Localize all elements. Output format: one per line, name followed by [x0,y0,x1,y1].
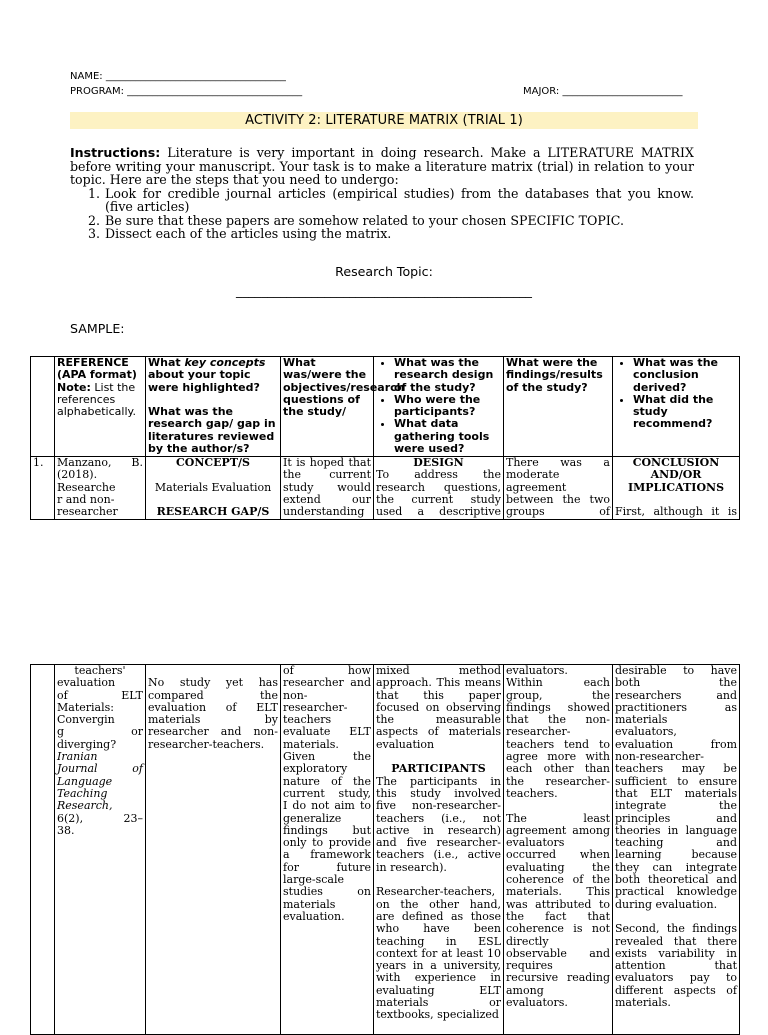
objectives-line: materials [283,897,336,911]
conclusion-line: during evaluation. [615,897,718,911]
conclusion-line: revealed that there [615,934,737,948]
objectives-line: a framework [283,848,371,862]
research-topic [70,264,698,299]
objectives-line: the current [283,468,371,482]
instructions-block [70,146,694,241]
findings-line: among [506,983,544,997]
findings-line: evaluators [506,836,565,850]
gap-line: No study yet has [148,676,278,690]
header-concepts-question [148,357,278,394]
conclusion-line: materials. [615,996,671,1010]
instructions-paragraph [70,146,694,187]
header-conclusion-item: • What was the conclusion derived? [633,357,737,394]
row-number [31,665,55,1035]
header-conclusion-item: • What did the study recommend? [633,394,737,431]
major-field-label: MAJOR: ________________________ [523,86,683,97]
program-field-label: PROGRAM: ___________________________________ [70,86,303,97]
design-line: used a descriptive [376,505,501,519]
conclusion-line: practical knowledge [615,885,737,899]
findings-line: agree more with [506,750,610,764]
findings-line: moderate [506,468,560,482]
conclusion-line: attention that [615,959,737,973]
objectives-line: study would [283,480,371,494]
participants-line: Researcher-teachers, [376,885,496,899]
journal-line: Research, [57,799,113,813]
objectives-line: I do not aim to [283,799,371,813]
conclusion-line: non-researcher- [615,750,704,764]
findings-line: the researcher- [506,774,610,788]
header-reference-note [57,382,143,419]
findings-line: that the non- [506,713,610,727]
step-item: 3. Dissect each of the articles using the matrix. [104,227,694,241]
findings-line: researcher- [506,725,571,739]
findings-line: teachers. [506,786,558,800]
objectives-line: nature of the [283,774,371,788]
conclusion-cell [613,665,740,1035]
literature-matrix-continuation [30,664,740,1035]
concept-value: Materials Evaluation [154,480,272,494]
design-line: research questions, [376,480,501,494]
design-line: To address the [376,468,501,482]
reference-cell [55,665,146,1035]
step-item: 1. Look for credible journal articles (empirical studies) from the databases that you know. (five articles) [104,187,694,214]
reference-line: Convergin [57,713,115,727]
reference-line: teachers' [74,664,126,677]
conclusion-line: integrate the [615,799,737,813]
design-cell [374,665,504,1035]
gap-line: compared the [148,688,278,702]
literature-matrix-table [30,356,740,520]
journal-line: Teaching [57,786,108,800]
participants-line: evaluating ELT [376,983,501,997]
participants-lines [376,776,501,874]
findings-line: evaluators. [506,996,568,1010]
participants-line: who have been [376,922,501,936]
reference-line: g or [57,725,143,739]
header-design-item: • What data gathering tools were used? [394,418,501,455]
conclusion-line: evaluators pay to [615,971,737,985]
conclusion-line: Second, the findings [615,922,737,936]
findings-line: directly [506,934,549,948]
objectives-cell [281,665,374,1035]
activity-title: ACTIVITY 2: LITERATURE MATRIX (TRIAL 1) [245,113,523,128]
objectives-line: extend our [283,492,371,506]
findings-line: each other than [506,762,610,776]
header-reference-title: REFERENCE (APA format) [57,356,137,382]
step-item: 2. Be sure that these papers are somehow related to your chosen SPECIFIC TOPIC. [104,214,694,228]
conclusion-line: theories in language [615,823,737,837]
findings-line: evaluating the [506,860,610,874]
conclusion-line: that ELT materials [615,786,737,800]
findings-line: evaluators. [506,664,568,677]
conclusion-cell [613,457,740,520]
findings-line: Within each [506,676,610,690]
findings-cell [504,665,613,1035]
objectives-line: It is hoped that [283,456,371,469]
findings-line: recursive reading [506,971,610,985]
note-text: List the references alphabetically. [57,380,136,419]
reference-line: of ELT [57,688,143,702]
header-number-cell [31,357,55,457]
objectives-line: exploratory [283,762,348,776]
journal-line: Journal of [57,762,143,776]
concept-cell [146,457,281,520]
objectives-line: evaluate ELT [283,725,371,739]
note-label: Note: [57,380,91,394]
reference-line: Manzano, B. [57,456,143,469]
header-objectives: What was/were the objectives/research questions of the study/ [281,357,374,457]
participants-line: The participants in [376,774,501,788]
citation-line: 6(2), 23– [57,811,143,825]
findings-line: requires [506,959,553,973]
conclusion-line: different aspects of [615,983,737,997]
instructions-text: Literature is very important in doing research. Make a LITERATURE MATRIX before writing your manuscript. Your task is to make a literature matrix (trial) in relation to your topic. Here are the steps that you need to undergo: [70,145,694,187]
journal-line: Iranian [57,750,98,764]
findings-line: agreement [506,480,567,494]
conclusion-line: principles and [615,811,737,825]
design-line: that this paper [376,688,501,702]
gap-line: researcher-teachers. [148,737,265,751]
name-field-label: NAME: ____________________________________ [70,71,286,82]
conclusion-line: exists variability in [615,946,737,960]
instructions-steps [70,187,694,241]
design-line: mixed method [376,664,501,677]
design-lines [376,665,501,751]
objectives-line: for future [283,860,371,874]
header-design [374,357,504,457]
citation-line: 38. [57,823,75,837]
header-conclusion [613,357,740,457]
conclusion-line: desirable to have [615,664,737,677]
header-concepts-pre: What [148,356,185,369]
participants-line: in research). [376,860,447,874]
conclusion-lines [615,923,737,1009]
table-row [31,665,740,1035]
participants-line: with experience in [376,971,501,985]
participants-lines [376,886,501,1021]
conclusion-line: both theoretical and [615,873,737,887]
findings-line: teachers tend to [506,737,610,751]
row-number: 1. [31,457,55,520]
objectives-line: materials. [283,737,339,751]
participants-line: are defined as those [376,909,501,923]
reference-line: r and non- [57,492,115,506]
gap-cell [146,665,281,1035]
participants-line: teaching in ESL [376,934,501,948]
matrix-header-row [31,357,740,457]
header-gap-question: What was the research gap/ gap in literatures reviewed by the author/s? [148,405,276,456]
findings-line: group, the [506,688,610,702]
conclusion-line: learning because [615,848,737,862]
conclusion-line: practitioners as [615,700,737,714]
conclusion-heading: CONCLUSION AND/OR IMPLICATIONS [627,456,725,494]
participants-line: this study involved [376,786,501,800]
participants-line: and five researcher- [376,836,501,850]
findings-line: coherence of the [506,873,610,887]
objectives-line: non- [283,688,308,702]
header-concepts-post: about your topic were highlighted? [148,368,260,394]
objectives-line: findings but [283,823,371,837]
objectives-line: only to provide [283,836,371,850]
table-row [31,457,740,520]
participants-line: teachers (i.e., not [376,811,501,825]
objectives-line: current study, [283,786,371,800]
gap-line: evaluation of ELT [148,700,278,714]
conclusion-line: evaluation from [615,737,737,751]
design-line: aspects of materials [376,725,501,739]
objectives-line: of how [283,664,371,677]
findings-lines [506,665,610,800]
design-line: the measurable [376,713,501,727]
participants-line: context for at least 10 [376,946,501,960]
findings-line: between the two [506,492,610,506]
research-topic-label: Research Topic: [335,264,433,279]
participants-line: active in research) [376,823,501,837]
objectives-line: evaluation. [283,909,345,923]
design-line: focused on observing [376,700,501,714]
reference-line: Researche [57,480,116,494]
findings-line: materials. This [506,885,610,899]
reference-cell [55,457,146,520]
findings-line: findings showed [506,700,610,714]
findings-line: There was a [506,456,610,469]
participants-line: five non-researcher- [376,799,501,813]
objectives-line: generalize [283,811,342,825]
conclusion-line: First, although it is [615,505,737,519]
participants-line: textbooks, specialized [376,1008,499,1022]
instructions-lead: Instructions: [70,145,161,160]
participants-line: materials or [376,996,501,1010]
conclusion-line: materials [615,713,668,727]
findings-line: was attributed to [506,897,610,911]
conclusion-line: they can integrate [615,860,737,874]
gap-line: researcher and non- [148,725,278,739]
findings-line: occurred when [506,848,610,862]
reference-line: evaluation [57,676,116,690]
objectives-line: researcher- [283,700,348,714]
objectives-cell [281,457,374,520]
findings-line: the fact that [506,909,610,923]
conclusion-line: researchers and [615,688,737,702]
participants-line: on the other hand, [376,897,501,911]
header-findings: What were the findings/results of the study? [504,357,613,457]
objectives-line: studies on [283,885,371,899]
header-reference [55,357,146,457]
header-design-item: • What was the research design of the study? [394,357,501,394]
conclusion-line: evaluators, [615,725,677,739]
design-line: approach. This means [376,676,501,690]
objectives-line: researcher and [283,676,371,690]
header-concepts-em: key concepts [184,356,266,369]
conclusion-line: sufficient to ensure [615,774,737,788]
findings-line: The least [506,811,610,825]
findings-cell [504,457,613,520]
conclusion-line: both the [615,676,737,690]
design-heading: DESIGN [413,456,464,469]
findings-lines [506,813,610,1010]
objectives-line: teachers [283,713,332,727]
findings-line: coherence is not [506,922,610,936]
participants-line: years in a university, [376,959,501,973]
header-concepts [146,357,281,457]
reference-line: Materials: [57,700,114,714]
participants-line: teachers (i.e., active [376,848,501,862]
gap-heading: RESEARCH GAP/S [156,505,270,519]
findings-line: observable and [506,946,610,960]
header-design-item: • Who were the participants? [394,394,501,419]
participants-heading: PARTICIPANTS [391,762,486,776]
conclusion-line: teaching and [615,836,737,850]
conclusion-line: teachers may be [615,762,737,776]
design-line: the current study [376,492,501,506]
design-line: evaluation [376,737,435,751]
gap-line: materials by [148,713,278,727]
reference-line: researcher [57,505,118,519]
sample-label: SAMPLE: [70,321,125,336]
concept-heading: CONCEPT/S [176,456,250,469]
reference-line: (2018). [57,468,98,482]
findings-line: groups of [506,505,610,519]
journal-line: Language [57,774,113,788]
research-topic-line: _______________________________________________ [236,283,532,298]
objectives-line: understanding [283,505,365,519]
conclusion-lines [615,665,737,911]
design-cell [374,457,504,520]
reference-line: diverging? [57,737,117,751]
objectives-line: Given the [283,750,371,764]
findings-line: agreement among [506,823,610,837]
objectives-line: large-scale [283,873,344,887]
